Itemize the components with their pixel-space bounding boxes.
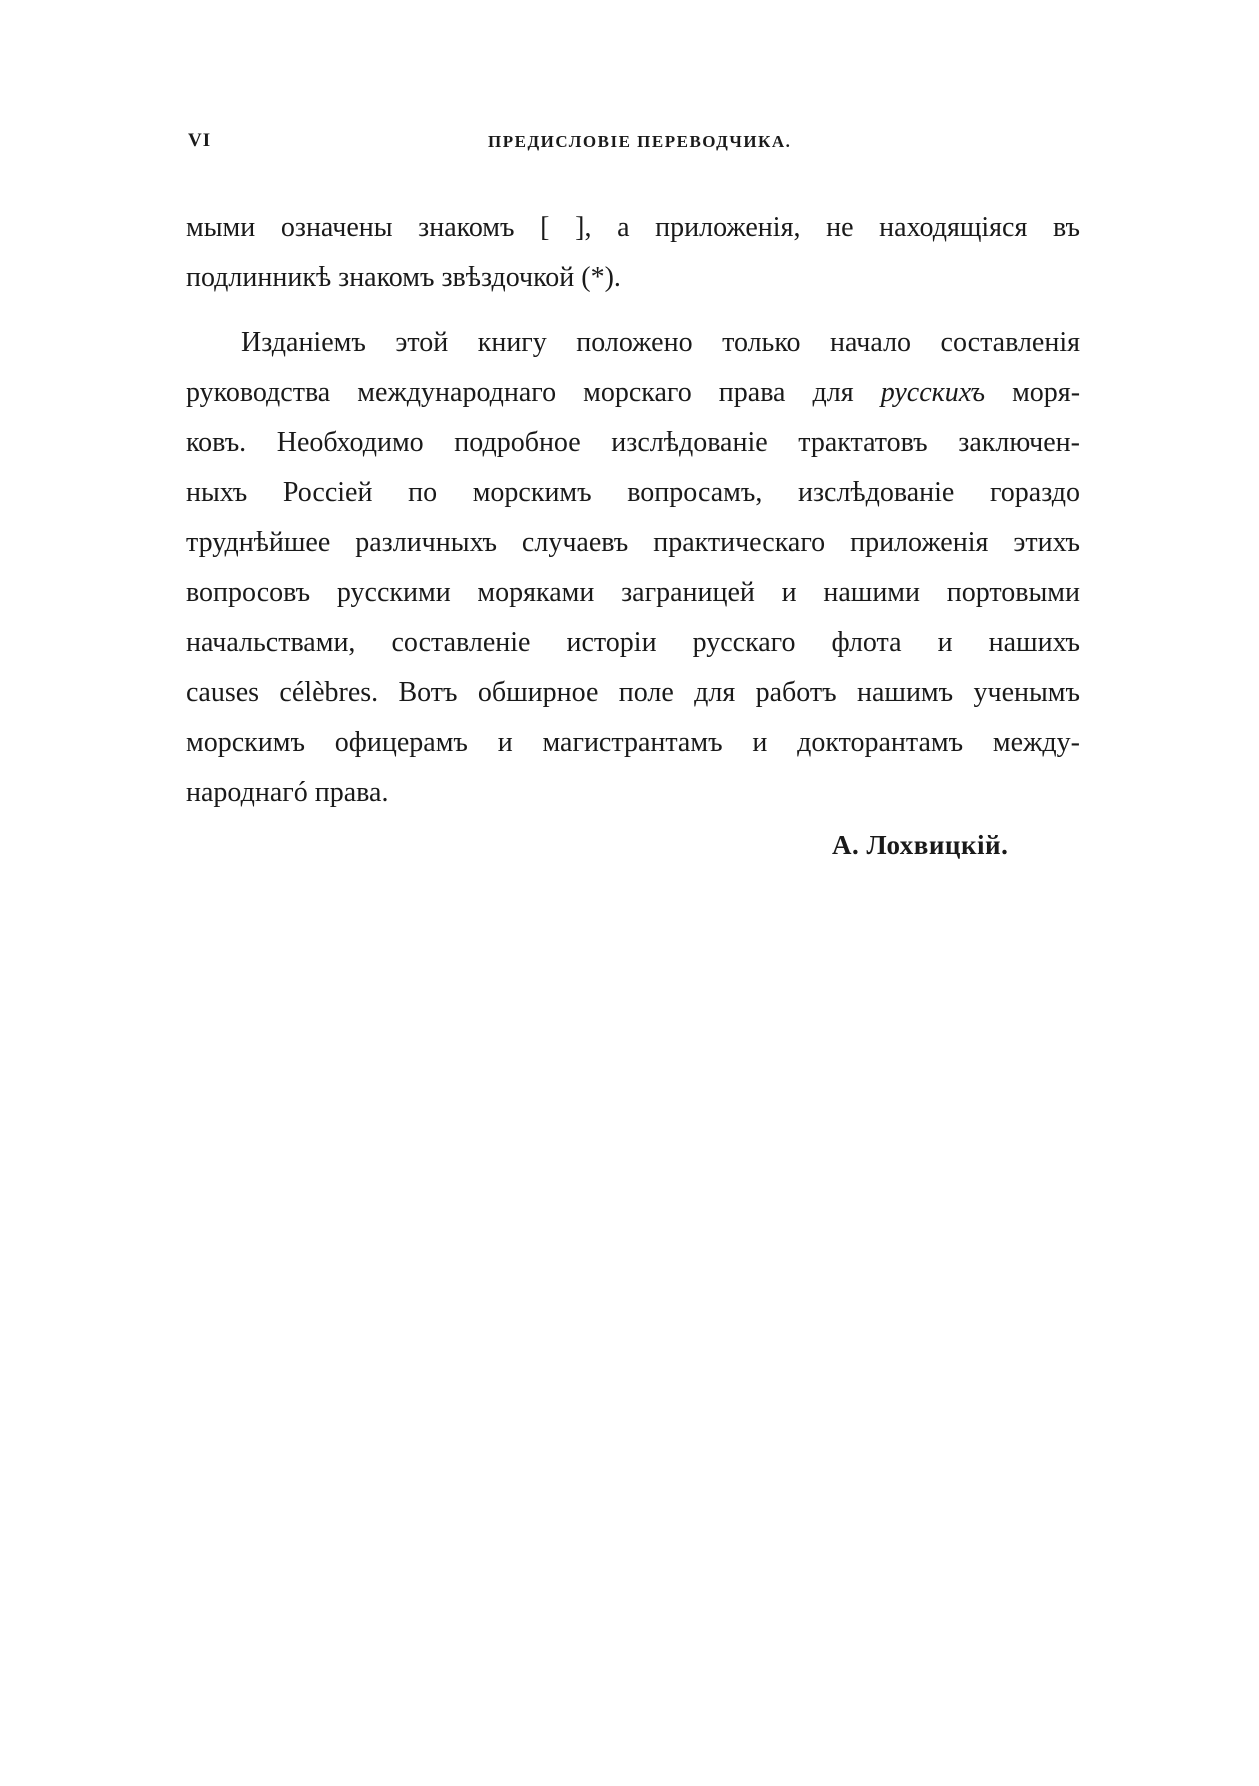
text-line: подлинникѣ знакомъ звѣздочкой (*). <box>186 262 621 293</box>
text-line-with-italic <box>186 368 1080 418</box>
text-line: Изданіемъ этой книгу положено только начало составленія <box>241 327 1080 358</box>
signature: А. Лохвицкій. <box>832 830 1009 860</box>
running-head <box>188 130 1068 160</box>
body-text <box>186 203 1080 818</box>
text-line: ныхъ Россіей по морскимъ вопросамъ, изслѣдованіе гораздо <box>186 477 1080 508</box>
text-line: начальствами, составленіе исторіи русскаго флота и нашихъ <box>186 627 1080 658</box>
text-line: морскимъ офицерамъ и магистрантамъ и докторантамъ между- <box>186 727 1080 758</box>
text-line: вопросовъ русскими моряками заграницей и нашими портовыми <box>186 577 1080 608</box>
text-line: causes célèbres. Вотъ обширное поле для работъ нашимъ ученымъ <box>186 677 1080 708</box>
text-segment: моря- <box>985 377 1081 408</box>
page-number: VI <box>188 130 212 151</box>
text-line: народнагó права. <box>186 777 389 808</box>
italic-word: русскихъ <box>880 377 986 408</box>
header-title: ПРЕДИСЛОВІЕ ПЕРЕВОДЧИКА. <box>488 132 792 151</box>
text-line: труднѣйшее различныхъ случаевъ практическаго приложенія этихъ <box>186 527 1080 558</box>
paragraph-gap <box>186 303 1080 318</box>
text-line: ковъ. Необходимо подробное изслѣдованіе трактатовъ заключен- <box>186 427 1080 458</box>
text-segment: руководства международнаго морскаго права для <box>186 377 881 408</box>
text-line: мыми означены знакомъ [ ], а приложенія, не находящіяся въ <box>186 212 1080 243</box>
